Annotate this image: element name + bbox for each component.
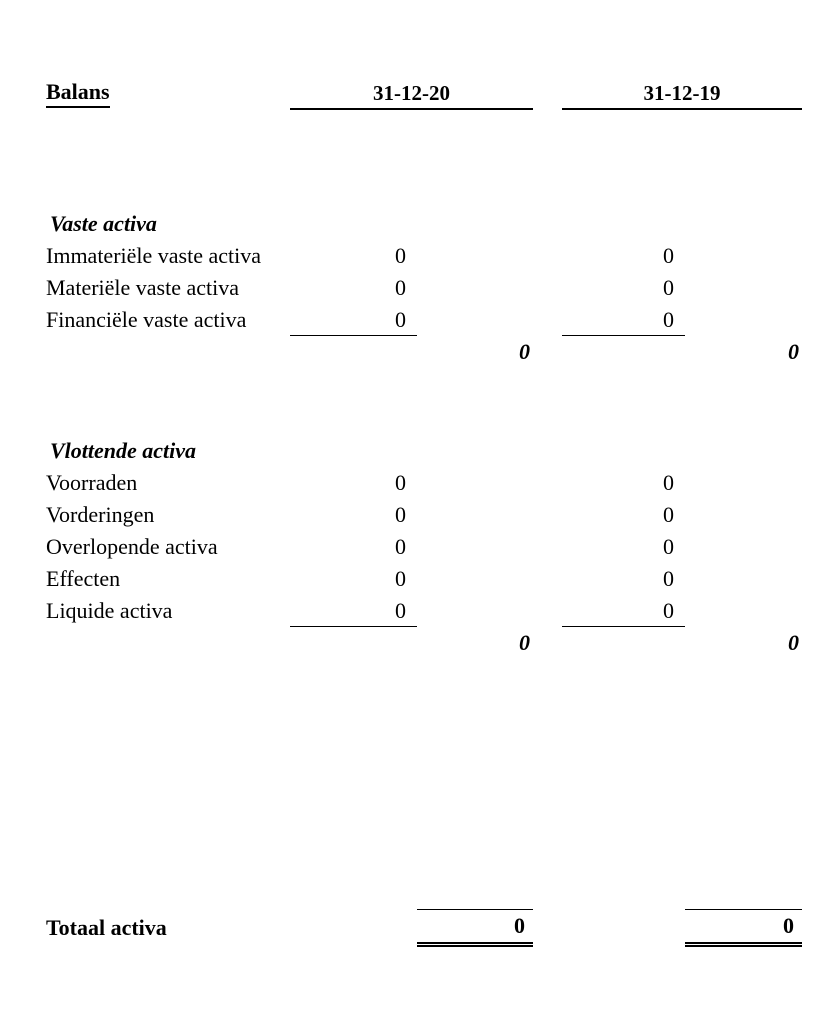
total-value-2020 bbox=[417, 909, 533, 947]
value-2020-ruled: 0 bbox=[290, 595, 417, 627]
section-heading-vlottende-activa: Vlottende activa bbox=[50, 438, 197, 463]
row-label: Overlopende activa bbox=[46, 534, 218, 559]
subtotal-value-2019: 0 bbox=[788, 339, 799, 364]
total-label: Totaal activa bbox=[46, 915, 167, 940]
value-2019: 0 bbox=[663, 534, 674, 559]
balance-sheet-table bbox=[46, 78, 802, 947]
value-2019: 0 bbox=[663, 502, 674, 527]
table-row bbox=[46, 304, 802, 336]
column-header-2020 bbox=[290, 78, 533, 110]
column-header-2019-label: 31-12-19 bbox=[643, 80, 721, 105]
column-header-2019 bbox=[562, 78, 802, 110]
section-heading-vaste-activa: Vaste activa bbox=[50, 211, 157, 236]
spacer bbox=[46, 659, 802, 909]
row-label: Materiële vaste activa bbox=[46, 275, 240, 300]
total-value-2020-text: 0 bbox=[514, 913, 525, 938]
row-label: Vorderingen bbox=[46, 502, 155, 527]
value-2020: 0 bbox=[395, 275, 406, 300]
value-2020: 0 bbox=[395, 470, 406, 495]
subtotal-value-2020: 0 bbox=[519, 339, 530, 364]
table-row bbox=[46, 240, 802, 272]
subtotal-value-2020: 0 bbox=[519, 630, 530, 655]
value-2019: 0 bbox=[663, 275, 674, 300]
table-row bbox=[46, 272, 802, 304]
section-heading-row bbox=[46, 208, 802, 240]
page-title: Balans bbox=[46, 80, 110, 107]
header-row bbox=[46, 78, 802, 110]
total-row bbox=[46, 909, 802, 947]
value-2020-ruled: 0 bbox=[290, 304, 417, 336]
section-heading-row bbox=[46, 435, 802, 467]
row-label: Effecten bbox=[46, 566, 121, 591]
value-2020: 0 bbox=[395, 534, 406, 559]
table-row bbox=[46, 467, 802, 499]
row-label: Immateriële vaste activa bbox=[46, 243, 261, 268]
value-2020: 0 bbox=[395, 502, 406, 527]
spacer bbox=[46, 368, 802, 435]
total-value-2019 bbox=[685, 909, 802, 947]
subtotal-row bbox=[46, 627, 802, 659]
total-value-2019-text: 0 bbox=[783, 913, 794, 938]
value-2019: 0 bbox=[663, 566, 674, 591]
row-label: Liquide activa bbox=[46, 598, 173, 623]
row-label: Voorraden bbox=[46, 470, 138, 495]
value-2019-ruled: 0 bbox=[562, 304, 685, 336]
row-label: Financiële vaste activa bbox=[46, 307, 247, 332]
value-2020: 0 bbox=[395, 243, 406, 268]
subtotal-value-2019: 0 bbox=[788, 630, 799, 655]
table-row bbox=[46, 499, 802, 531]
subtotal-row bbox=[46, 336, 802, 368]
value-2019-ruled: 0 bbox=[562, 595, 685, 627]
table-row bbox=[46, 531, 802, 563]
table-row bbox=[46, 563, 802, 595]
value-2019: 0 bbox=[663, 470, 674, 495]
table-row bbox=[46, 595, 802, 627]
spacer bbox=[46, 110, 802, 208]
value-2020: 0 bbox=[395, 566, 406, 591]
value-2019: 0 bbox=[663, 243, 674, 268]
column-header-2020-label: 31-12-20 bbox=[373, 80, 450, 105]
